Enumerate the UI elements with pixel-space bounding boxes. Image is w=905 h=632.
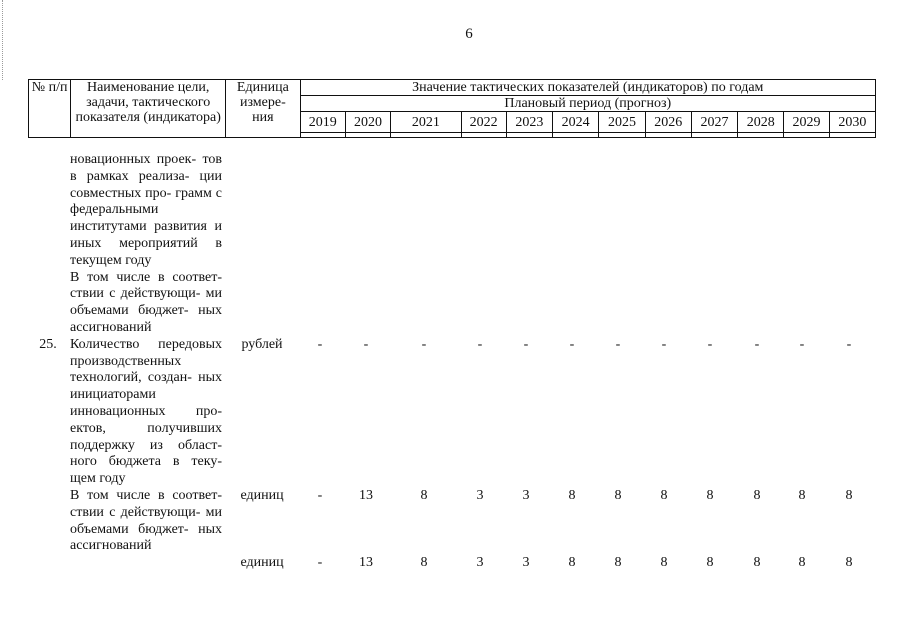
indicator-value: - [523, 336, 529, 352]
indicator-value: 8 [753, 487, 761, 503]
indicator-name: Количество передовых производственных технологий, создан- ных инициаторами инновационных про- ектов, получивших поддержку из област- ного бюджета в теку- щем году [70, 336, 222, 487]
indicator-name: В том числе в соответ- ствии с действующи- ми объемами бюджет- ных ассигнований [70, 269, 222, 335]
indicator-value: - [846, 336, 852, 352]
indicator-value: 8 [614, 487, 622, 503]
indicator-value: - [317, 336, 323, 352]
indicator-value: - [317, 555, 323, 571]
indicator-value: - [363, 336, 369, 352]
page-number: 6 [465, 26, 473, 42]
header-col-name: Наименование цели, задачи, тактического показателя (индикатора) [71, 80, 226, 138]
header-subgroup-title: Плановый период (прогноз) [300, 96, 875, 112]
indicator-value: - [615, 336, 621, 352]
header-year: 2019 [300, 112, 345, 133]
indicator-name: новационных проек- тов в рамках реализа- ции совместных про- грамм с федеральными институтами развития и иных мероприятий в текущем году [70, 152, 222, 268]
header-group-title: Значение тактических показателей (индикаторов) по годам [300, 80, 875, 96]
indicator-value: 8 [798, 487, 806, 503]
indicator-value: 13 [359, 555, 373, 571]
indicator-value: - [754, 336, 760, 352]
header-year: 2027 [691, 112, 737, 133]
indicator-value: 3 [476, 487, 484, 503]
indicator-unit: рублей [241, 336, 283, 352]
header-year: 2025 [599, 112, 645, 133]
indicator-value: 8 [798, 555, 806, 571]
row-number: 25. [39, 336, 57, 352]
header-year: 2028 [738, 112, 784, 133]
indicator-unit: единиц [240, 555, 284, 571]
indicator-value: 8 [753, 555, 761, 571]
header-year: 2022 [461, 112, 506, 133]
table-row [28, 487, 876, 571]
header-year: 2021 [391, 112, 461, 133]
header-year: 2030 [829, 112, 875, 133]
indicator-value: 8 [845, 487, 853, 503]
indicator-value: 13 [359, 487, 373, 503]
indicator-value: - [799, 336, 805, 352]
indicator-value: - [317, 487, 323, 503]
header-col-number: № п/п [29, 80, 71, 138]
indicator-value: 8 [660, 555, 668, 571]
indicator-value: - [477, 336, 483, 352]
indicator-value: 3 [522, 487, 530, 503]
indicator-value: 8 [420, 487, 428, 503]
indicators-table-header [28, 79, 876, 138]
indicator-value: - [707, 336, 713, 352]
indicator-value: 3 [522, 555, 530, 571]
indicator-unit: единиц [240, 487, 284, 503]
header-year: 2020 [345, 112, 390, 133]
indicator-value: - [421, 336, 427, 352]
indicator-value: 8 [660, 487, 668, 503]
header-year: 2024 [553, 112, 599, 133]
indicator-value: - [569, 336, 575, 352]
indicator-value: 8 [420, 555, 428, 571]
indicator-value: - [661, 336, 667, 352]
indicator-value: 8 [568, 555, 576, 571]
indicator-value: 8 [568, 487, 576, 503]
indicator-value: 8 [706, 555, 714, 571]
indicator-value: 3 [476, 555, 484, 571]
table-row [28, 152, 876, 270]
header-col-unit: Единица измере- ния [226, 80, 300, 138]
header-year: 2023 [506, 112, 552, 133]
indicator-value: 8 [706, 487, 714, 503]
indicator-name: В том числе в соответ- ствии с действующи- ми объемами бюджет- ных ассигнований [70, 487, 222, 554]
indicator-value: 8 [614, 555, 622, 571]
table-row [28, 336, 876, 503]
header-year: 2026 [645, 112, 691, 133]
indicator-value: 8 [845, 555, 853, 571]
header-year: 2029 [784, 112, 829, 133]
indicators-table-body [28, 152, 876, 571]
